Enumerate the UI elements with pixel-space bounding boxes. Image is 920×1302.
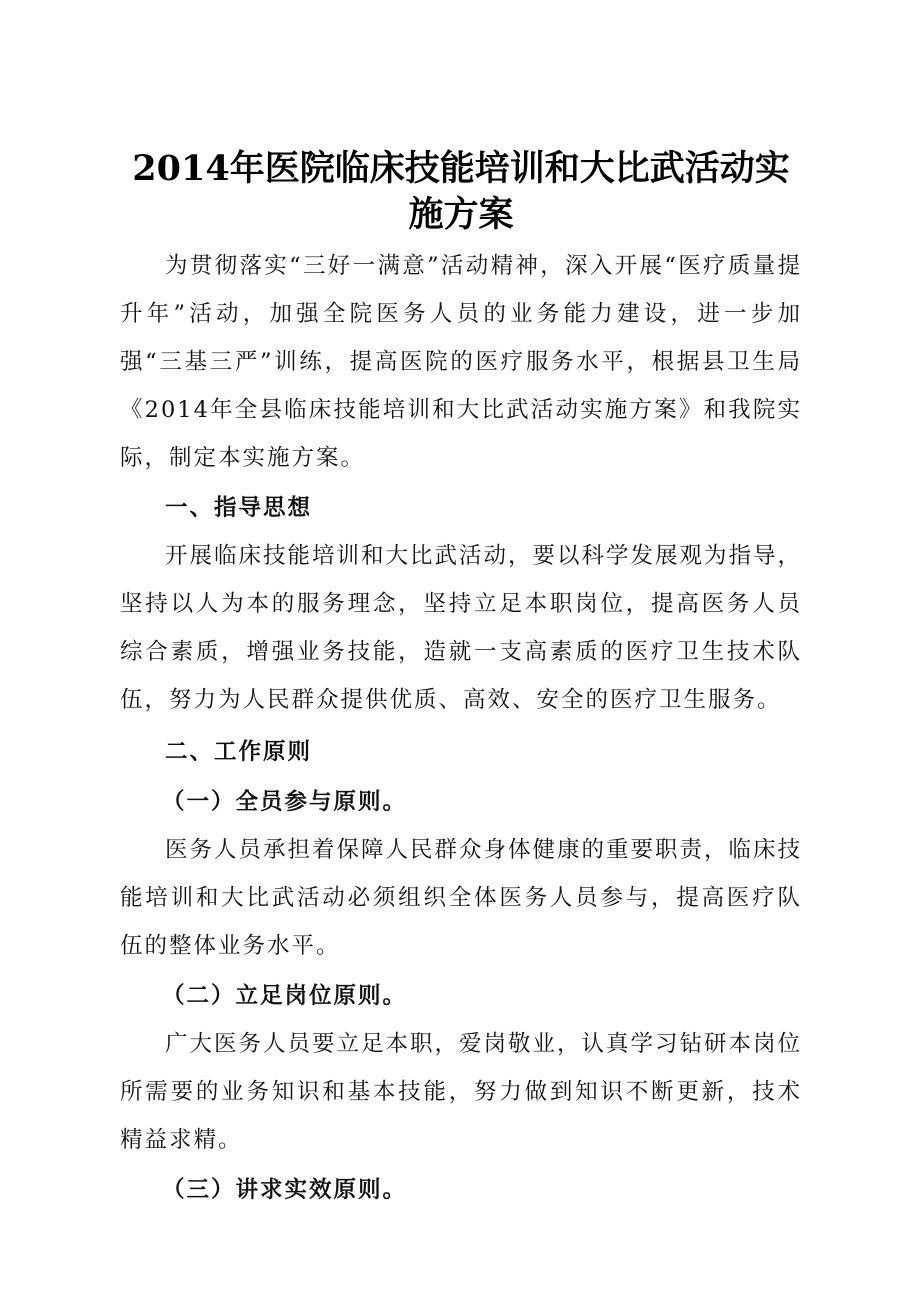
document-body xyxy=(120,146,802,1214)
intro-paragraph: 为贯彻落实“三好一满意”活动精神，深入开展“医疗质量提升年”活动，加强全院医务人员的业务能力建设，进一步加强“三基三严”训练，提高医院的医疗服务水平，根据县卫生局《2014年全县临床技能培训和大比武活动实施方案》和我院实际，制定本实施方案。 xyxy=(120,253,802,471)
principle-heading-post-based: （二）立足岗位原则。 xyxy=(162,983,408,1009)
document-title: 2014年医院临床技能培训和大比武活动实施方案 xyxy=(132,148,790,235)
principle-heading-effectiveness: （三）讲求实效原则。 xyxy=(162,1177,408,1203)
principle-paragraph-full-participation: 医务人员承担着保障人民群众身体健康的重要职责，临床技能培训和大比武活动必须组织全体医务人员参与，提高医疗队伍的整体业务水平。 xyxy=(120,837,803,959)
guiding-ideology-paragraph: 开展临床技能培训和大比武活动，要以科学发展观为指导，坚持以人为本的服务理念，坚持立足本职岗位，提高医务人员综合素质，增强业务技能，造就一支高素质的医疗卫生技术队伍，努力为人民群众提供优质、高效、安全的医疗卫生服务。 xyxy=(120,543,803,713)
principle-heading-full-participation: （一）全员参与原则。 xyxy=(162,789,408,815)
principle-paragraph-post-based: 广大医务人员要立足本职，爱岗敬业，认真学习钻研本岗位所需要的业务知识和基本技能，努力做到知识不断更新，技术精益求精。 xyxy=(120,1031,803,1153)
section-heading-work-principles: 二、工作原则 xyxy=(165,739,313,765)
section-heading-guiding-ideology: 一、指导思想 xyxy=(165,495,313,521)
